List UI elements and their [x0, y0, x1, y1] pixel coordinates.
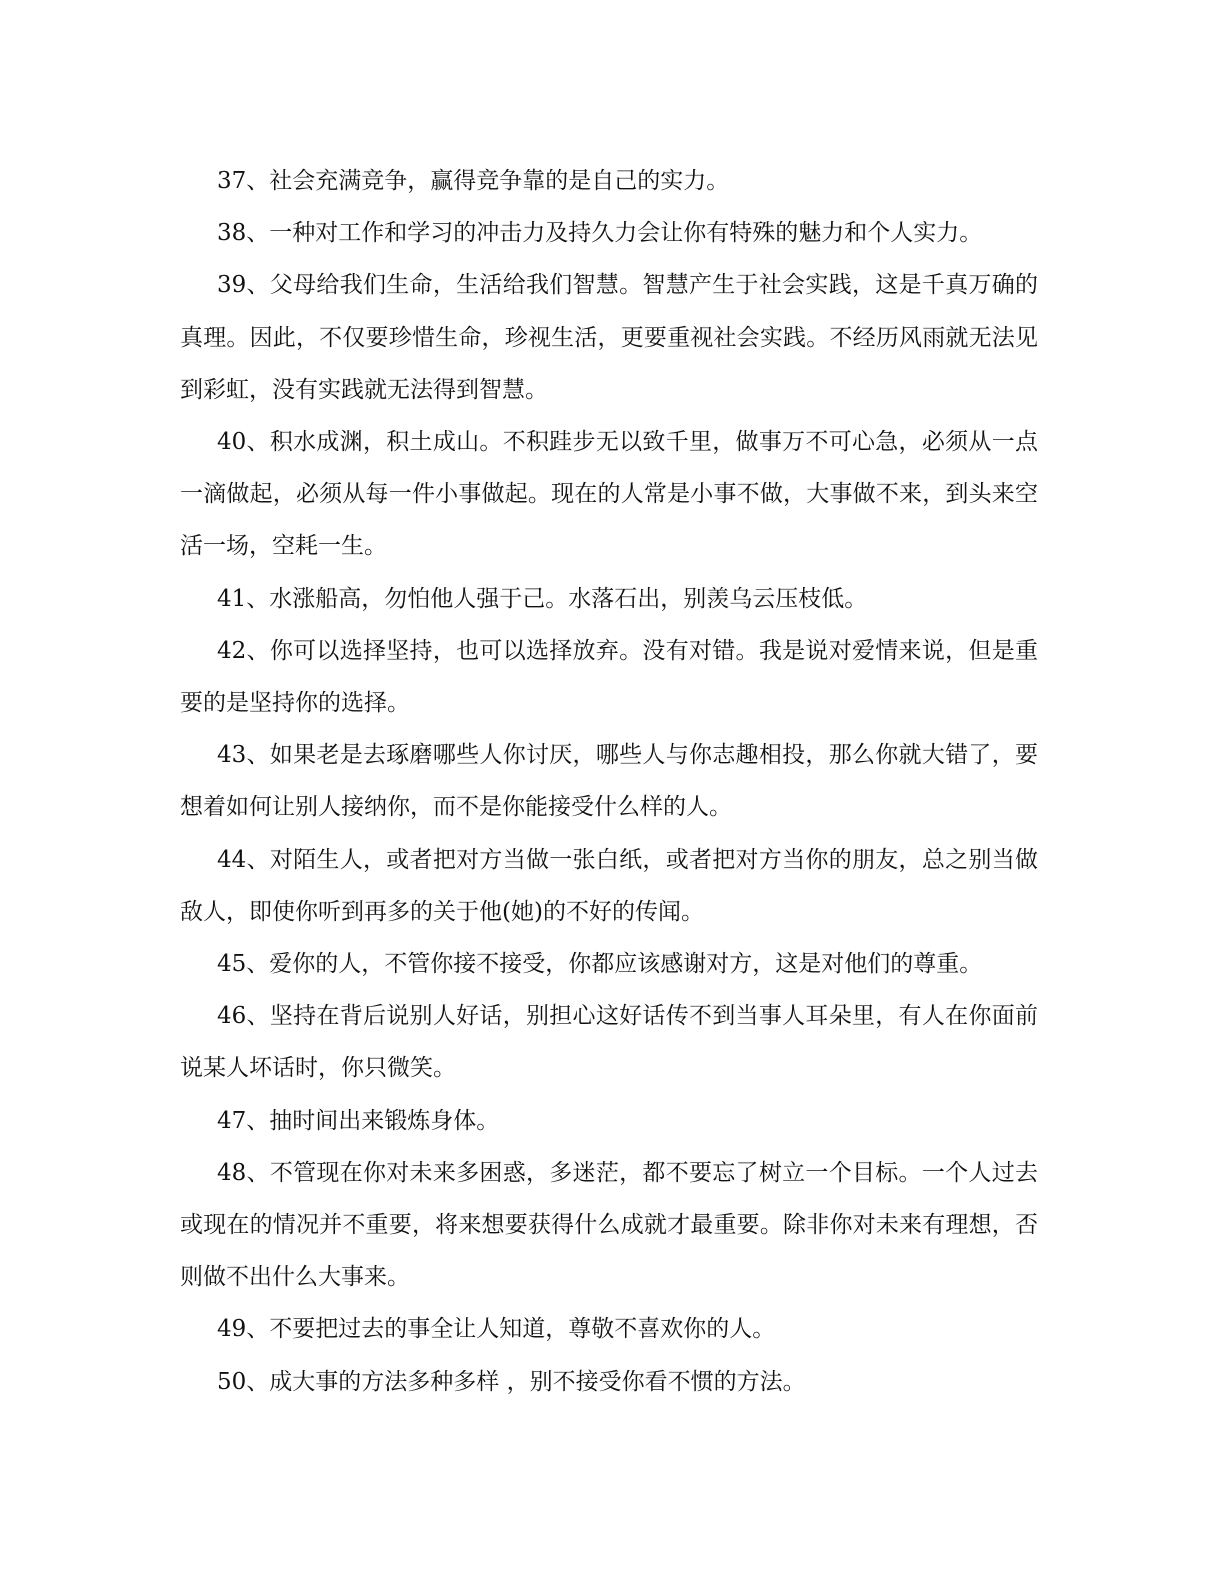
- paragraph-48: 48、不管现在你对未来多困惑，多迷茫，都不要忘了树立一个目标。一个人过去或现在的情况并不重要，将来想要获得什么成就才最重要。除非你对未来有理想，否则做不出什么大事来。: [180, 1159, 1038, 1291]
- paragraph-37: 37、社会充满竞争，赢得竞争靠的是自己的实力。: [217, 168, 730, 194]
- paragraph-50: 50、成大事的方法多种多样 ，别不接受你看不惯的方法。: [217, 1368, 806, 1395]
- paragraph-41: 41、水涨船高，勿怕他人强于己。水落石出，别羡乌云压枝低。: [217, 585, 868, 612]
- paragraph-40: 40、积水成渊，积土成山。不积跬步无以致千里，做事万不可心急，必须从一点一滴做起，必须从每一件小事做起。现在的人常是小事不做，大事做不来，到头来空活一场，空耗一生。: [180, 429, 1038, 560]
- paragraph-39: 39、父母给我们生命，生活给我们智慧。智慧产生于社会实践，这是千真万确的真理。因此，不仅要珍惜生命，珍视生活，更要重视社会实践。不经历风雨就无法见到彩虹，没有实践就无法得到智慧。: [180, 272, 1038, 403]
- paragraph-44: 44、对陌生人，或者把对方当做一张白纸，或者把对方当你的朋友，总之别当做敌人，即使你听到再多的关于他(她)的不好的传闻。: [180, 846, 1038, 925]
- paragraph-42: 42、你可以选择坚持，也可以选择放弃。没有对错。我是说对爱情来说，但是重要的是坚持你的选择。: [180, 637, 1038, 717]
- paragraph-38: 38、一种对工作和学习的冲击力及持久力会让你有特殊的魅力和个人实力。: [217, 220, 983, 247]
- paragraph-45: 45、爱你的人，不管你接不接受，你都应该感谢对方，这是对他们的尊重。: [217, 951, 983, 978]
- paragraph-47: 47、抽时间出来锻炼身体。: [217, 1107, 500, 1134]
- document-body: [180, 155, 1038, 1408]
- paragraph-43: 43、如果老是去琢磨哪些人你讨厌，哪些人与你志趣相投，那么你就大错了，要想着如何让别人接纳你，而不是你能接受什么样的人。: [180, 742, 1038, 821]
- paragraph-49: 49、不要把过去的事全让人知道，尊敬不喜欢你的人。: [217, 1316, 776, 1343]
- paragraph-46: 46、坚持在背后说别人好话，别担心这好话传不到当事人耳朵里，有人在你面前说某人坏话时，你只微笑。: [180, 1003, 1038, 1082]
